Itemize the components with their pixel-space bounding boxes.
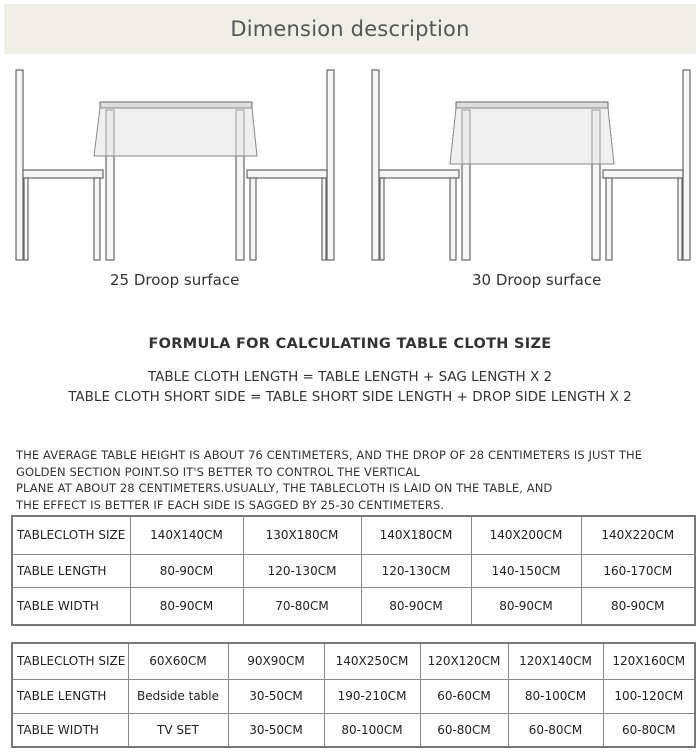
row-header: TABLE LENGTH bbox=[12, 679, 128, 713]
page-title: Dimension description bbox=[230, 17, 470, 41]
table-cell: 80-100CM bbox=[324, 713, 420, 747]
table-cell: 190-210CM bbox=[324, 679, 420, 713]
formula-title: FORMULA FOR CALCULATING TABLE CLOTH SIZE bbox=[148, 336, 552, 352]
table-cell: TV SET bbox=[128, 713, 228, 747]
row-header: TABLE WIDTH bbox=[12, 713, 128, 747]
table-cell: 60-80CM bbox=[603, 713, 695, 747]
right-chair-seat bbox=[603, 170, 683, 178]
table-cell: 140X220CM bbox=[581, 516, 695, 554]
size-table-1 bbox=[11, 515, 696, 626]
table-cell: 80-90CM bbox=[130, 554, 243, 587]
table-cell: 120-130CM bbox=[243, 554, 361, 587]
formula-line-length: TABLE CLOTH LENGTH = TABLE LENGTH + SAG LENGTH X 2 bbox=[147, 369, 553, 385]
table-row bbox=[12, 643, 695, 679]
note-line: THE EFFECT IS BETTER IF EACH SIDE IS SAGGED BY 25-30 CENTIMETERS. bbox=[16, 497, 445, 512]
table-row bbox=[12, 554, 695, 587]
table-height-note bbox=[16, 447, 686, 513]
table-top bbox=[456, 102, 608, 108]
table-cell: 30-50CM bbox=[228, 713, 324, 747]
row-header: TABLECLOTH SIZE bbox=[12, 643, 128, 679]
table-cell: 140X250CM bbox=[324, 643, 420, 679]
right-chair-back bbox=[683, 70, 690, 260]
caption-30-droop: 30 Droop surface bbox=[472, 271, 602, 289]
table-cell: 140X140CM bbox=[130, 516, 243, 554]
table-cell: 160-170CM bbox=[581, 554, 695, 587]
table-cell: 60-80CM bbox=[508, 713, 603, 747]
table-row bbox=[12, 713, 695, 747]
table-cell: 140X200CM bbox=[471, 516, 581, 554]
note-line: GOLDEN SECTION POINT.SO IT'S BETTER TO CONTROL THE VERTICAL bbox=[16, 464, 420, 479]
table-row bbox=[12, 516, 695, 554]
right-chair-back bbox=[327, 70, 334, 260]
table-top bbox=[100, 102, 252, 108]
table-cell: 80-90CM bbox=[361, 587, 471, 625]
table-cell: 140-150CM bbox=[471, 554, 581, 587]
droop-25-diagram bbox=[10, 66, 340, 266]
table-cell: 60X60CM bbox=[128, 643, 228, 679]
table-row bbox=[12, 587, 695, 625]
row-header: TABLECLOTH SIZE bbox=[12, 516, 130, 554]
table-row bbox=[12, 679, 695, 713]
table-cell: 60-80CM bbox=[420, 713, 508, 747]
note-line: PLANE AT ABOUT 28 CENTIMETERS.USUALLY, THE TABLECLOTH IS LAID ON THE TABLE, AND bbox=[16, 481, 553, 495]
table-cell: 80-90CM bbox=[130, 587, 243, 625]
left-chair-seat bbox=[379, 170, 459, 178]
table-cell: 120-130CM bbox=[361, 554, 471, 587]
droop-30-diagram bbox=[366, 66, 696, 266]
table-cell: 120X160CM bbox=[603, 643, 695, 679]
table-cell: 120X140CM bbox=[508, 643, 603, 679]
table-cell: 140X180CM bbox=[361, 516, 471, 554]
table-cell: 80-100CM bbox=[508, 679, 603, 713]
table-cell: 130X180CM bbox=[243, 516, 361, 554]
table-cell: 120X120CM bbox=[420, 643, 508, 679]
table-cell: Bedside table bbox=[128, 679, 228, 713]
caption-25-droop: 25 Droop surface bbox=[110, 271, 240, 289]
table-cell: 90X90CM bbox=[228, 643, 324, 679]
formula-line-short-side: TABLE CLOTH SHORT SIDE = TABLE SHORT SIDE LENGTH + DROP SIDE LENGTH X 2 bbox=[68, 389, 632, 405]
table-cell: 100-120CM bbox=[603, 679, 695, 713]
size-table-2 bbox=[11, 642, 696, 748]
tablecloth-drape bbox=[94, 108, 257, 156]
table-cell: 30-50CM bbox=[228, 679, 324, 713]
table-cell: 80-90CM bbox=[581, 587, 695, 625]
row-header: TABLE WIDTH bbox=[12, 587, 130, 625]
row-header: TABLE LENGTH bbox=[12, 554, 130, 587]
note-line: THE AVERAGE TABLE HEIGHT IS ABOUT 76 CENTIMETERS, AND THE DROP OF 28 CENTIMETERS IS JUST THE bbox=[16, 448, 643, 462]
table-cell: 80-90CM bbox=[471, 587, 581, 625]
table-cell: 60-60CM bbox=[420, 679, 508, 713]
left-chair-seat bbox=[23, 170, 103, 178]
left-chair-back bbox=[16, 70, 23, 260]
table-cell: 70-80CM bbox=[243, 587, 361, 625]
header-banner bbox=[4, 4, 696, 54]
left-chair-back bbox=[372, 70, 379, 260]
tablecloth-drape bbox=[450, 108, 614, 164]
right-chair-seat bbox=[247, 170, 327, 178]
